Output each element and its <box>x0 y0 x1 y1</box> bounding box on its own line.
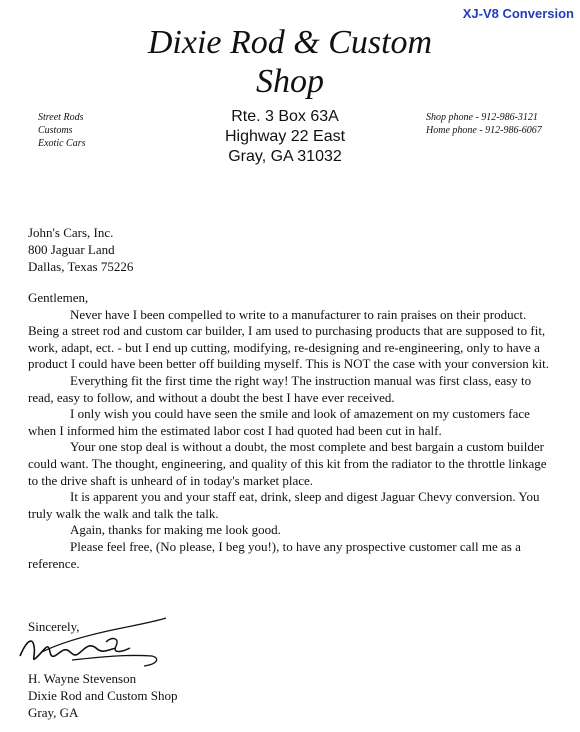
specialty-item: Exotic Cars <box>38 138 86 149</box>
body-paragraph: I only wish you could have seen the smile and look of amazement on my customers face when I informed him the estimated labor cost I had quoted had been cut in half. <box>28 406 530 438</box>
salutation: Gentlemen, <box>28 290 89 305</box>
recipient-line: Dallas, Texas 75226 <box>28 259 134 274</box>
signer-company: Dixie Rod and Custom Shop <box>28 688 178 703</box>
address-line: Rte. 3 Box 63A <box>231 108 339 125</box>
signer-block <box>28 670 178 721</box>
specialties-list <box>38 111 86 150</box>
recipient-line: John's Cars, Inc. <box>28 225 114 240</box>
handwritten-signature <box>12 612 172 672</box>
shop-phone: Shop phone - 912-986-3121 <box>426 112 538 123</box>
signer-name: H. Wayne Stevenson <box>28 671 137 686</box>
closing: Sincerely, <box>28 619 80 634</box>
signer-location: Gray, GA <box>28 705 79 720</box>
body-paragraph: It is apparent you and your staff eat, drink, sleep and digest Jaguar Chevy conversion. You truly walk the walk and talk the talk. <box>28 489 540 521</box>
address-line: Highway 22 East <box>224 128 346 145</box>
home-phone: Home phone - 912-986-6067 <box>426 125 542 136</box>
letterhead-title-line2: Shop <box>256 63 324 100</box>
body-paragraph: Again, thanks for making me look good. <box>70 522 281 538</box>
letter-body <box>28 290 558 572</box>
body-paragraph: Your one stop deal is without a doubt, the most complete and best bargain a custom builder could want. The thought, engineering, and quality of this kit from the radiator to the throttle linkage to the drive shaft is unheard of in today's market place. <box>28 439 547 488</box>
body-paragraph: Please feel free, (No please, I beg you!), to have any prospective customer call me as a reference. <box>28 538 521 571</box>
body-paragraph: Never have I been compelled to write to a manufacturer to rain praises on their product. Being a street rod and custom car builder, I am used to purchasing products that are supposed to fit, work, adapt, ect. - but I end up cutting, modifying, re-designing and re-engineering, only to have a product I could have been better off building myself. This is NOT the case with your conversion kit. <box>28 306 549 372</box>
corner-tag: XJ-V8 Conversion <box>462 6 574 21</box>
specialty-item: Street Rods <box>38 112 84 123</box>
letterhead-title-line1: Dixie Rod & Custom <box>147 24 433 61</box>
shop-address <box>200 107 370 167</box>
address-line: Gray, GA 31032 <box>228 148 342 165</box>
recipient-address <box>28 224 133 275</box>
phone-numbers <box>426 111 542 137</box>
specialty-item: Customs <box>38 125 73 136</box>
body-paragraph: Everything fit the first time the right way! The instruction manual was first class, easy to read, easy to follow, and without a doubt the best I have ever received. <box>28 372 532 405</box>
recipient-line: 800 Jaguar Land <box>28 242 115 257</box>
